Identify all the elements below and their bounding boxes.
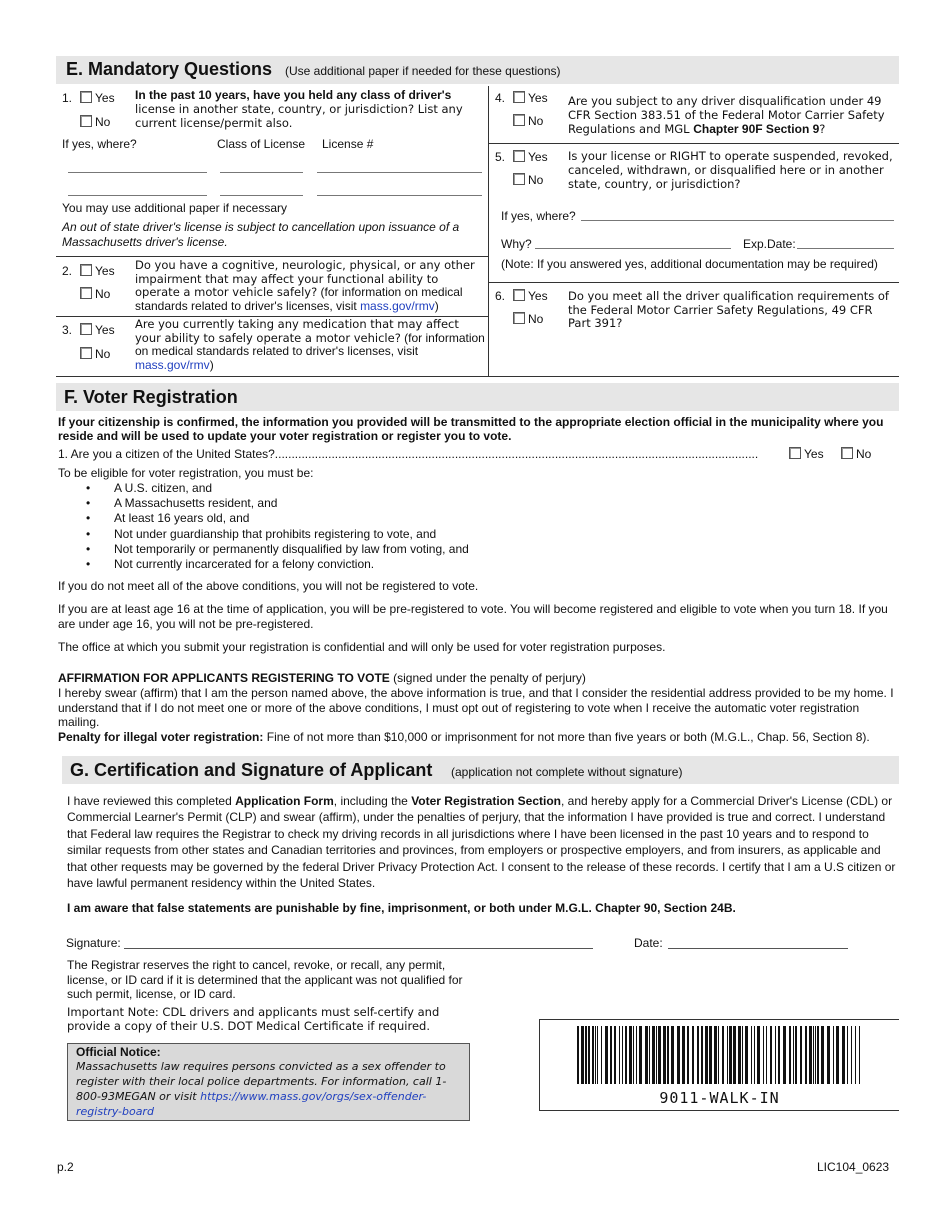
q4-no-checkbox[interactable]: [513, 114, 525, 126]
citizen-yes-label: Yes: [804, 447, 824, 461]
q6-yes-label: Yes: [528, 289, 548, 303]
cert-a: I have reviewed this completed: [67, 794, 232, 808]
q3-question: [135, 318, 485, 372]
q6-no-option[interactable]: [513, 312, 543, 326]
q1-class-field-2[interactable]: [220, 195, 303, 196]
notice-text: Massachusetts law requires persons convicted as a sex offender to register with their local police departments. For information, call 1-800-93MEGAN or visit: [76, 1060, 447, 1103]
q5-yes-option[interactable]: [513, 150, 548, 164]
q5-yes-label: Yes: [528, 150, 548, 164]
eligible-intro: To be eligible for voter registration, you must be:: [58, 466, 314, 480]
q1-question-text: license in another state, country, or jurisdiction? List any current license/permit also.: [135, 102, 463, 130]
eligibility-item: • A U.S. citizen, and: [58, 481, 758, 496]
q2-yes-label: Yes: [95, 264, 115, 278]
eligibility-item: • At least 16 years old, and: [58, 511, 758, 526]
eligibility-item: • Not currently incarcerated for a felony conviction.: [58, 557, 758, 572]
date-field[interactable]: [668, 948, 848, 949]
q2-yes-option[interactable]: [80, 264, 115, 278]
q2-no-label: No: [95, 287, 111, 301]
cert-application-form: Application Form: [235, 794, 334, 808]
citizen-no-option[interactable]: [841, 447, 871, 461]
q6-question: Do you meet all the driver qualification requirements of the Federal Motor Carrier Safety Regulations, 49 CFR Part 391?: [568, 289, 889, 330]
q6-number: 6.: [495, 289, 506, 303]
q4-question: [568, 94, 896, 136]
signature-field[interactable]: [124, 948, 593, 949]
eligibility-item: • A Massachusetts resident, and: [58, 496, 758, 511]
q4-no-option[interactable]: [513, 114, 543, 128]
q2-question-text: Do you have a cognitive, neurologic, physical, or any other impairment that may affect your functional ability to operate a motor vehicle safely?: [135, 258, 475, 299]
section-g-subtitle: (application not complete without signature): [451, 765, 683, 779]
q1-no-checkbox[interactable]: [80, 115, 92, 127]
form-code: LIC104_0623: [817, 1160, 890, 1174]
sex-offender-registry-link[interactable]: https://www.mass.gov/orgs/sex-offender-registry-board: [76, 1090, 427, 1118]
voter-p2: If you are at least age 16 at the time of application, you will be pre-registered to vote. You will become registered and eligible to vote when you turn 18. If you are under age 16, you will not be pre-registered.: [58, 602, 888, 631]
q1-no-option[interactable]: [80, 115, 110, 129]
q1-where-field-2[interactable]: [68, 195, 207, 196]
q3-no-label: No: [95, 347, 111, 361]
q2-number: 2.: [62, 264, 73, 278]
voter-intro: If your citizenship is confirmed, the information you provided will be transmitted to the appropriate election official in the municipality where you reside and will be used to update your voter registration or register you to vote.: [58, 415, 884, 443]
q5-number: 5.: [495, 150, 506, 164]
citizen-yes-checkbox[interactable]: [789, 447, 801, 459]
certification-text: [67, 793, 897, 891]
q3-yes-option[interactable]: [80, 323, 115, 337]
q2-no-option[interactable]: [80, 287, 110, 301]
section-f-header: [56, 383, 899, 411]
voter-p3: The office at which you submit your registration is confidential and will only be used for voter registration purposes.: [58, 640, 666, 654]
important-note: Important Note: CDL drivers and applicants must self-certify and provide a copy of their U.S. DOT Medical Certificate if required.: [67, 1005, 440, 1033]
q3-rmv-link[interactable]: mass.gov/rmv: [135, 357, 210, 372]
q4-yes-label: Yes: [528, 91, 548, 105]
q1-yes-label: Yes: [95, 91, 115, 105]
q5-question: Is your license or RIGHT to operate suspended, revoked, canceled, withdrawn, or disqualified here or in another state, country, or jurisdiction?: [568, 149, 893, 191]
q1-block: [62, 91, 72, 105]
q1-question: [135, 88, 480, 130]
citizen-no-label: No: [856, 447, 872, 461]
q2-close: ): [434, 298, 439, 313]
q5-where-label: If yes, where?: [501, 209, 576, 223]
q2-rmv-link[interactable]: mass.gov/rmv: [360, 298, 435, 313]
eligibility-item: • Not under guardianship that prohibits registering to vote, and: [58, 527, 758, 542]
q1-where-field-1[interactable]: [68, 172, 207, 173]
section-e-bottom-border: [56, 376, 899, 377]
citizen-question: 1. Are you a citizen of the United States?.................................................................................................................................................: [58, 447, 759, 461]
registrar-note: The Registrar reserves the right to cancel, revoke, or recall, any permit, license, or ID card if it is determined that the applicant was not qualified for such permit, license, or ID card.: [67, 958, 463, 1001]
section-e-divider: [488, 86, 489, 376]
q4-no-label: No: [528, 114, 544, 128]
q5-where-field[interactable]: [581, 220, 894, 221]
barcode-text: 9011-WALK-IN: [659, 1089, 780, 1107]
penalty-text: Fine of not more than $10,000 or imprisonment for not more than five years or both (M.G.L., Chap. 56, Section 8).: [266, 730, 870, 744]
q2-yes-checkbox[interactable]: [80, 264, 92, 276]
q3-no-checkbox[interactable]: [80, 347, 92, 359]
q2-no-checkbox[interactable]: [80, 287, 92, 299]
cert-e: , and hereby apply for a Commercial Driver's License (CDL) or Commercial Learner's Permit (CLP) and swear (affirm), under the penalties of perjury, that the information I have provided is true and correct. I understand that Federal law requires the Registrar to check my driving records in all jurisdictions where I have been licensed in the past 10 years and to respond to similar requests from other states and Canadian territories and provinces, from employers or prospective employers, and from insurers, as applicable and that other requests may be governed by the federal Driver Privacy Protection Act. I consent to the release of these records. I certify that I am a U.S citizen or have lawful permanent residency within the United States.: [67, 794, 896, 891]
q4-yes-checkbox[interactable]: [513, 91, 525, 103]
eligibility-item: • Not temporarily or permanently disqualified by law from voting, and: [58, 542, 758, 557]
q1-note: You may use additional paper if necessary: [62, 201, 288, 215]
affirmation-text: I hereby swear (affirm) that I am the person named above, the above information is true, and that I consider the residential address provided to be my home. I understand that if I do not meet one or more of the above conditions, I must opt out of registering to vote when I receive the automatic voter registration mailing.: [58, 686, 894, 729]
citizen-no-checkbox[interactable]: [841, 447, 853, 459]
q1-number: 1.: [62, 91, 73, 105]
false-statement-warning: I am aware that false statements are punishable by fine, imprisonment, or both under M.G.L. Chapter 90, Section 24B.: [67, 901, 736, 915]
eligibility-list: [58, 481, 758, 572]
q1-question-bold: In the past 10 years, have you held any class of driver's: [135, 88, 452, 102]
q6-yes-option[interactable]: [513, 289, 548, 303]
q6-no-label: No: [528, 312, 544, 326]
q3-close: ): [209, 357, 214, 372]
q4-number: 4.: [495, 91, 506, 105]
notice-title: Official Notice:: [76, 1045, 161, 1059]
q4-bottom-border: [488, 143, 899, 144]
date-label: Date:: [634, 936, 663, 950]
q2-question-small: (for information on medical standards related to driver's licenses, visit: [135, 285, 463, 313]
affirmation-title: AFFIRMATION FOR APPLICANTS REGISTERING TO VOTE: [58, 671, 390, 685]
q5-exp-label: Exp.Date:: [743, 237, 796, 251]
q6-yes-checkbox[interactable]: [513, 289, 525, 301]
q1-no-label: No: [95, 115, 111, 129]
q6-no-checkbox[interactable]: [513, 312, 525, 324]
cert-c: , including the: [333, 794, 408, 808]
official-notice-box: [67, 1043, 470, 1121]
q1-license-field-1[interactable]: [317, 172, 482, 173]
barcode-icon: [577, 1026, 863, 1084]
q3-no-option[interactable]: [80, 347, 110, 361]
q1-yes-option[interactable]: [80, 91, 115, 105]
q1-col-where: If yes, where?: [62, 137, 137, 151]
voter-p1: If you do not meet all of the above conditions, you will not be registered to vote.: [58, 579, 479, 593]
section-e-header: [56, 56, 899, 84]
penalty-line: [58, 730, 903, 744]
barcode-box: [539, 1019, 899, 1111]
section-g-header: [62, 756, 899, 784]
q1-bottom-border: [56, 256, 488, 257]
q3-yes-checkbox[interactable]: [80, 323, 92, 335]
notice-text-wrap: [76, 1059, 461, 1119]
q1-license-field-2[interactable]: [317, 195, 482, 196]
q2-question: [135, 259, 485, 313]
section-g-title: G. Certification and Signature of Applicant: [70, 760, 433, 780]
q1-col-class: Class of License: [217, 137, 306, 151]
section-e-title: E. Mandatory Questions: [66, 59, 273, 79]
q4-close: ?: [819, 122, 826, 136]
q5-bottom-border: [488, 282, 899, 283]
penalty-bold: Penalty for illegal voter registration:: [58, 730, 264, 744]
q5-yes-checkbox[interactable]: [513, 150, 525, 162]
q1-yes-checkbox[interactable]: [80, 91, 92, 103]
section-e-subtitle: (Use additional paper if needed for these questions): [285, 64, 561, 78]
q3-number: 3.: [62, 323, 73, 337]
q4-question-text: Are you subject to any driver disqualification under 49 CFR Section 383.51 of the Federal Motor Carrier Safety Regulations and MGL: [568, 94, 885, 136]
signature-label: Signature:: [66, 936, 121, 950]
q5-why-field[interactable]: [535, 248, 731, 249]
affirmation-subtitle: (signed under the penalty of perjury): [393, 671, 586, 685]
q5-no-checkbox[interactable]: [513, 173, 525, 185]
q5-note: (Note: If you answered yes, additional documentation may be required): [501, 257, 878, 271]
affirmation-heading: [58, 671, 586, 685]
q3-question-small: (for information on medical standards related to driver's licenses, visit: [135, 330, 485, 358]
q5-no-label: No: [528, 173, 544, 187]
q4-yes-option[interactable]: [513, 91, 548, 105]
q1-italic-note: An out of state driver's license is subject to cancellation upon issuance of a Massachusetts driver's license.: [62, 220, 460, 249]
section-f-title: F. Voter Registration: [64, 387, 238, 407]
q3-yes-label: Yes: [95, 323, 115, 337]
q1-col-license: License #: [322, 137, 374, 151]
q5-exp-field[interactable]: [797, 248, 894, 249]
q4-question-bold: Chapter 90F Section 9: [693, 122, 820, 136]
q3-question-text: Are you currently taking any medication that may affect your ability to safely operate a motor vehicle?: [135, 317, 459, 345]
page-number: p.2: [57, 1160, 74, 1174]
q5-why-label: Why?: [501, 237, 532, 251]
q5-no-option[interactable]: [513, 173, 543, 187]
q1-class-field-1[interactable]: [220, 172, 303, 173]
citizen-yes-option[interactable]: [789, 447, 824, 461]
cert-voter-section: Voter Registration Section: [411, 794, 561, 808]
